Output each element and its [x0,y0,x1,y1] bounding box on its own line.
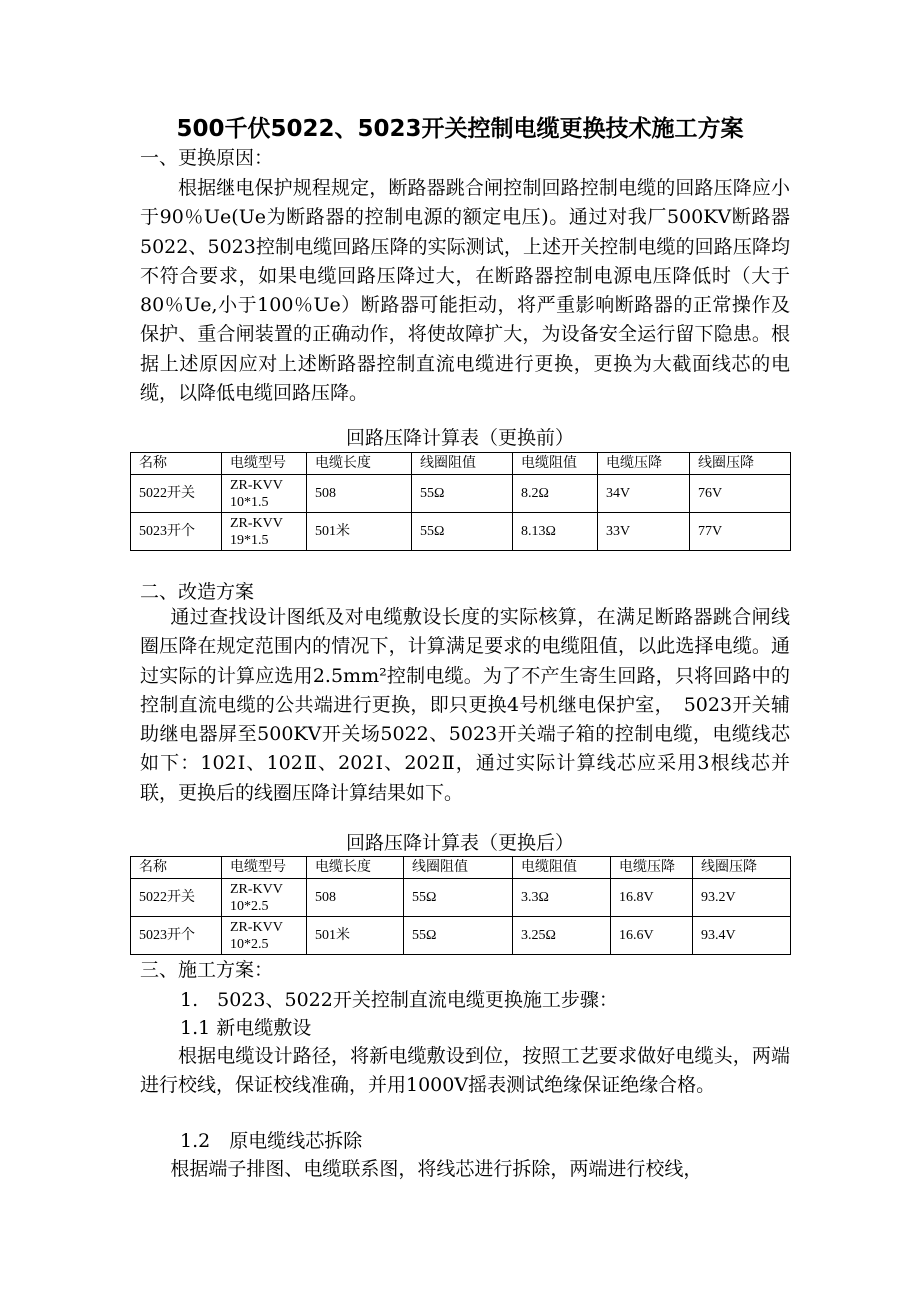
table-header-cell: 线圈阻值 [412,453,513,475]
cell-model [222,475,307,513]
cell-coil-drop: 77V [690,513,791,551]
cell-cable-resistance: 8.2Ω [513,475,598,513]
cell-model-line1: ZR-KVV [230,515,283,531]
step1-2-heading: 1.2 原电缆线芯拆除 [180,1130,363,1152]
table-header-cell: 线圈阻值 [404,857,513,879]
cell-coil-drop: 93.4V [693,917,791,955]
table-after-caption: 回路压降计算表（更换后） [345,832,574,854]
table-header-cell: 电缆压降 [598,453,690,475]
cell-length: 508 [307,475,412,513]
table-row [131,513,791,551]
cell-name: 5023开个 [131,917,222,955]
cell-model [222,879,307,917]
table-header-cell: 电缆阻值 [513,453,598,475]
step1-heading: 1. 5023、5022开关控制直流电缆更换施工步骤： [180,989,618,1011]
table-header-row [131,453,791,475]
table-after [130,856,791,955]
table-row [131,475,791,513]
step1-1-heading: 1.1 新电缆敷设 [180,1017,312,1039]
cell-coil-resistance: 55Ω [412,513,513,551]
cell-coil-resistance: 55Ω [412,475,513,513]
cell-model-line2: 10*2.5 [230,936,269,952]
cell-cable-drop: 16.6V [611,917,693,955]
table-header-cell: 电缆型号 [222,857,307,879]
cell-coil-resistance: 55Ω [404,917,513,955]
section1-paragraph: 根据继电保护规程规定，断路器跳合闸控制回路控制电缆的回路压降应小于90％Ue(Ue为断路器的控制电源的额定电压)。通过对我厂500KV断路器5022、5023控制电缆回路压降的实际测试，上述开关控制电缆的回路压降均不符合要求，如果电缆回路压降过大，在断路器控制电源电压降低时（大于80％Ue,小于100％Ue）断路器可能拒动，将严重影响断路器的正常操作及保护、重合闸装置的正确动作，将使故障扩大，为设备安全运行留下隐患。根据上述原因应对上述断路器控制直流电缆进行更换，更换为大截面线芯的电缆，以降低电缆回路压降。 [140,177,790,405]
cell-model-line2: 10*1.5 [230,494,269,510]
section2-paragraph: 通过查找设计图纸及对电缆敷设长度的实际核算，在满足断路器跳合闸线圈压降在规定范围内的情况下，计算满足要求的电缆阻值，以此选择电缆。通过实际的计算应选用2.5mm²控制电缆。为了不产生寄生回路，只将回路中的控制直流电缆的公共端进行更换，即只更换4号机继电保护室， 5023开关辅助继电器屏至500KV开关场5022、5023开关端子箱的控制电缆，电缆线芯如下：102Ⅰ、102Ⅱ、202Ⅰ、202Ⅱ，通过实际计算线芯应采用3根线芯并联，更换后的线圈压降计算结果如下。 [140,606,790,804]
cell-coil-drop: 93.2V [693,879,791,917]
section3-heading: 三、施工方案： [140,959,274,981]
cell-cable-drop: 34V [598,475,690,513]
cell-coil-resistance: 55Ω [404,879,513,917]
cell-cable-resistance: 8.13Ω [513,513,598,551]
cell-name: 5022开关 [131,475,222,513]
table-header-cell: 电缆压降 [611,857,693,879]
cell-length: 501米 [307,917,404,955]
cell-model-line1: ZR-KVV [230,477,283,493]
section2-heading: 二、改造方案 [140,581,255,603]
step1-2-paragraph: 根据端子排图、电缆联系图，将线芯进行拆除，两端进行校线， [170,1158,703,1180]
table-row [131,879,791,917]
cell-length: 501米 [307,513,412,551]
table-header-row [131,857,791,879]
table-row [131,917,791,955]
document-title: 500千伏5022、5023开关控制电缆更换技术施工方案 [176,116,744,142]
table-header-cell: 名称 [131,857,222,879]
cell-model-line1: ZR-KVV [230,881,283,897]
cell-model-line2: 10*2.5 [230,898,269,914]
cell-coil-drop: 76V [690,475,791,513]
table-header-cell: 线圈压降 [690,453,791,475]
table-header-cell: 电缆型号 [222,453,307,475]
cell-model [222,513,307,551]
cell-model-line2: 19*1.5 [230,532,269,548]
table-header-cell: 电缆长度 [307,857,404,879]
cell-name: 5023开个 [131,513,222,551]
step1-1-paragraph: 根据电缆设计路径，将新电缆敷设到位，按照工艺要求做好电缆头，两端进行校线，保证校线准确，并用1000V摇表测试绝缘保证绝缘合格。 [140,1045,790,1097]
table-header-cell: 电缆阻值 [513,857,611,879]
section1-heading: 一、更换原因： [140,147,274,169]
table-before-caption: 回路压降计算表（更换前） [345,427,574,449]
cell-model [222,917,307,955]
table-header-cell: 线圈压降 [693,857,791,879]
cell-model-line1: ZR-KVV [230,919,283,935]
cell-length: 508 [307,879,404,917]
table-header-cell: 名称 [131,453,222,475]
cell-cable-resistance: 3.3Ω [513,879,611,917]
cell-cable-resistance: 3.25Ω [513,917,611,955]
cell-cable-drop: 33V [598,513,690,551]
cell-cable-drop: 16.8V [611,879,693,917]
table-before [130,452,791,551]
cell-name: 5022开关 [131,879,222,917]
table-header-cell: 电缆长度 [307,453,412,475]
